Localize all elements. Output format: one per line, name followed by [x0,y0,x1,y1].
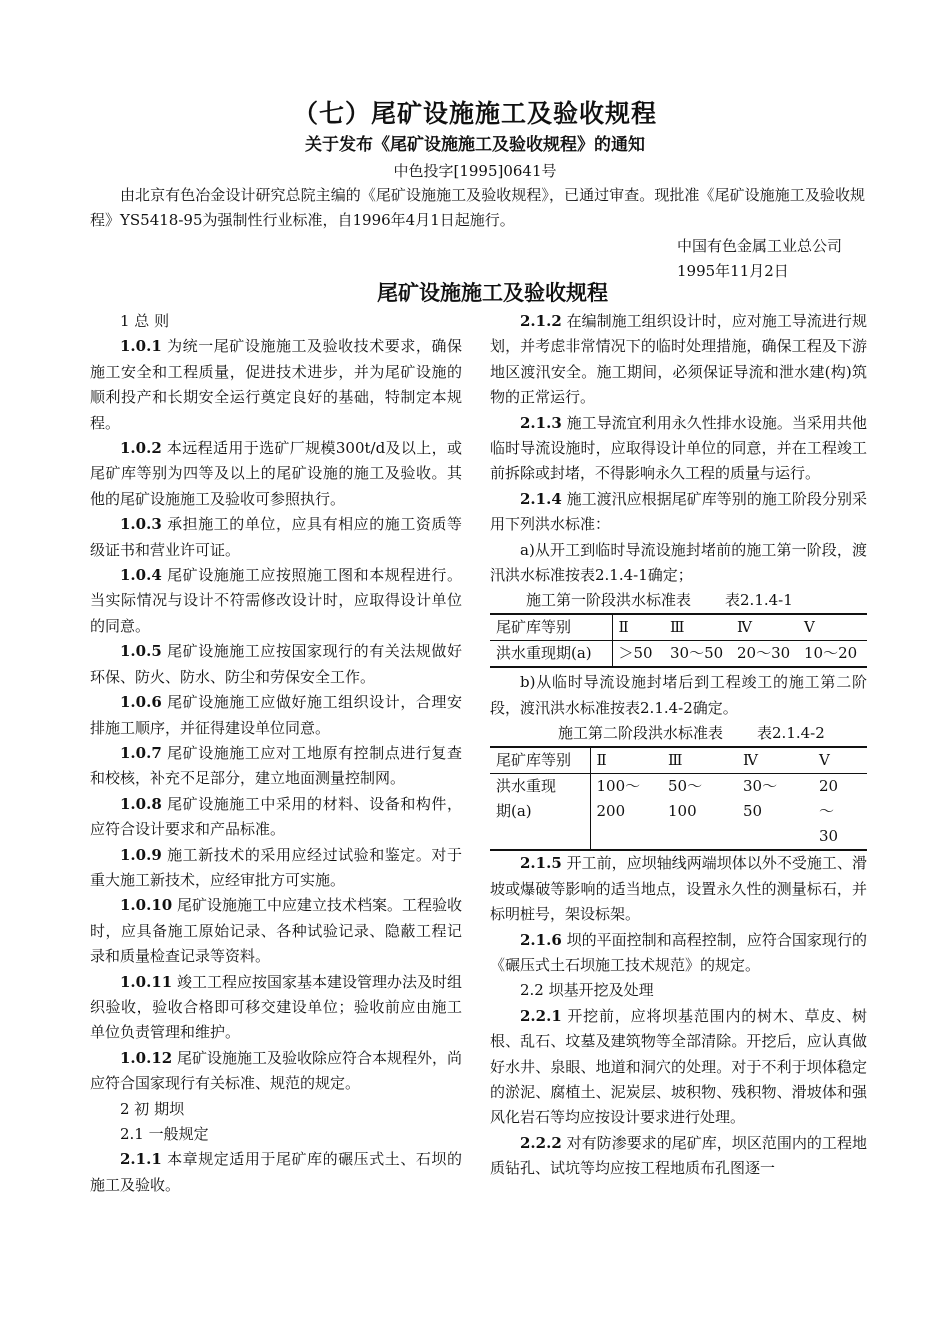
page-title: （七）尾矿设施施工及验收规程 [292,99,657,128]
left-column [90,309,462,1198]
item-b: b)从临时导流设施封堵后到工程竣工的施工第二阶段，渡汛洪水标准按表2.1.4-2确定。 [490,673,867,717]
clause-1-0-4: 1.0.4 尾矿设施施工应按照施工图和本规程进行。当实际情况与设计不符需修改设计时，应取得设计单位的同意。 [90,566,462,635]
heading-general-rules: 2.1 一般规定 [120,1125,209,1143]
clause-1-0-12: 1.0.12 尾矿设施施工及验收除应符合本规程外，尚应符合国家现行有关标准、规范的规定。 [90,1048,462,1093]
document-title: 尾矿设施施工及验收规程 [377,280,608,305]
heading-initial-dam: 2 初 期坝 [120,1099,185,1118]
table-row: 尾矿库等别 Ⅱ Ⅲ Ⅳ Ⅴ [490,747,867,774]
issue-date: 1995年11月2日 [677,262,789,280]
clause-1-0-8: 1.0.8 尾矿设施施工中采用的材料、设备和构件，应符合设计要求和产品标准。 [90,794,462,839]
heading-foundation: 2.2 坝基开挖及处理 [520,981,654,1000]
clause-2-2-1: 2.2.1 开挖前，应将坝基范围内的树木、草皮、树根、乱石、坟墓及建筑物等全部清除。开挖后，应认真做好水井、泉眼、地道和洞穴的处理。对于不利于坝体稳定的淤泥、腐植土、泥炭层、坡积物、残积物、滑坡体和强风化岩石等均应按设计要求进行处理。 [490,1006,867,1127]
issuer-name: 中国有色金属工业总公司 [677,237,843,255]
clause-2-1-1: 2.1.1 本章规定适用于尾矿库的碾压式土、石坝的施工及验收。 [90,1150,462,1194]
table-row: 尾矿库等别 Ⅱ Ⅲ Ⅳ Ⅴ [490,614,867,641]
clause-1-0-6: 1.0.6 尾矿设施施工应做好施工组织设计，合理安排施工顺序，并征得建设单位同意。 [90,693,462,737]
clause-1-0-9: 1.0.9 施工新技术的采用应经过试验和鉴定。对于重大施工新技术，应经审批方可实施。 [90,845,462,889]
clause-2-1-3: 2.1.3 施工导流宜利用永久性排水设施。当采用共他临时导流设施时，应取得设计单位的同意，并在工程竣工前拆除或封堵，不得影响永久工程的质量与运行。 [490,413,867,483]
flood-standard-table-1 [490,613,867,668]
right-column [490,309,867,1182]
clause-2-1-5: 2.1.5 开工前，应坝轴线两端坝体以外不受施工、滑坡或爆破等影响的适当地点，设置永久性的测量标石，并标明桩号，架设标架。 [490,854,867,924]
clause-1-0-11: 1.0.11 竣工工程应按国家基本建设管理办法及时组织验收，验收合格即可移交建设单位；验收前应由施工单位负责管理和维护。 [90,972,462,1042]
notice-body: 由北京有色冶金设计研究总院主编的《尾矿设施施工及验收规程》，已通过审查。现批准《尾矿设施施工及验收规程》YS5418-95为强制性行业标准，自1996年4月1日起施行。 [90,186,865,229]
table-row: 洪水重现期(a) ＞50 30～50 20～30 10～20 [490,641,867,668]
table-row: 洪水重现期(a) 100～200 50～100 30～50 20～30 [490,774,867,851]
notice-title: 关于发布《尾矿设施施工及验收规程》的通知 [305,135,645,155]
clause-1-0-10: 1.0.10 尾矿设施施工中应建立技术档案。工程验收时，应具备施工原始记录、各种试验记录、隐蔽工程记录和质量检查记录等资料。 [90,896,462,966]
table2-caption: 施工第二阶段洪水标准表 表2.1.4-2 [558,724,825,743]
clause-2-2-2: 2.2.2 对有防渗要求的尾矿库，坝区范围内的工程地质钻孔、试坑等均应按工程地质布孔图逐一 [490,1133,867,1178]
clause-1-0-2: 1.0.2 本远程适用于选矿厂规模300t/d及以上，或尾矿库等别为四等及以上的尾矿设施的施工及验收。其他的尾矿设施施工及验收可参照执行。 [90,439,462,508]
clause-1-0-7: 1.0.7 尾矿设施施工应对工地原有控制点进行复查和校核，补充不足部分，建立地面测量控制网。 [90,743,462,788]
clause-2-1-6: 2.1.6 坝的平面控制和高程控制，应符合国家现行的《碾压式土石坝施工技术规范》的规定。 [490,930,867,974]
clause-1-0-3: 1.0.3 承担施工的单位，应具有相应的施工资质等级证书和营业许可证。 [90,515,462,559]
table1-caption: 施工第一阶段洪水标准表 表2.1.4-1 [526,591,793,610]
clause-2-1-2: 2.1.2 在编制施工组织设计时，应对施工导流进行规划，并考虑非常情况下的临时处理措施，确保工程及下游地区渡汛安全。施工期间，必须保证导流和泄水建(构)筑物的正常运行。 [490,312,867,407]
clause-1-0-1: 1.0.1 为统一尾矿设施施工及验收技术要求，确保施工安全和工程质量，促进技术进步，并为尾矿设施的顺利投产和长期安全运行奠定良好的基础，特制定本规程。 [90,337,462,432]
item-a: a)从开工到临时导流设施封堵前的施工第一阶段，渡汛洪水标准按表2.1.4-1确定； [490,540,867,585]
flood-standard-table-2 [490,746,867,851]
clause-2-1-4: 2.1.4 施工渡汛应根据尾矿库等别的施工阶段分别采用下列洪水标准： [490,489,867,534]
heading-general: 1 总 则 [120,312,170,330]
document-number: 中色投字[1995]0641号 [393,162,557,180]
clause-1-0-5: 1.0.5 尾矿设施施工应按国家现行的有关法规做好环保、防火、防水、防尘和劳保安全工作。 [90,642,462,686]
